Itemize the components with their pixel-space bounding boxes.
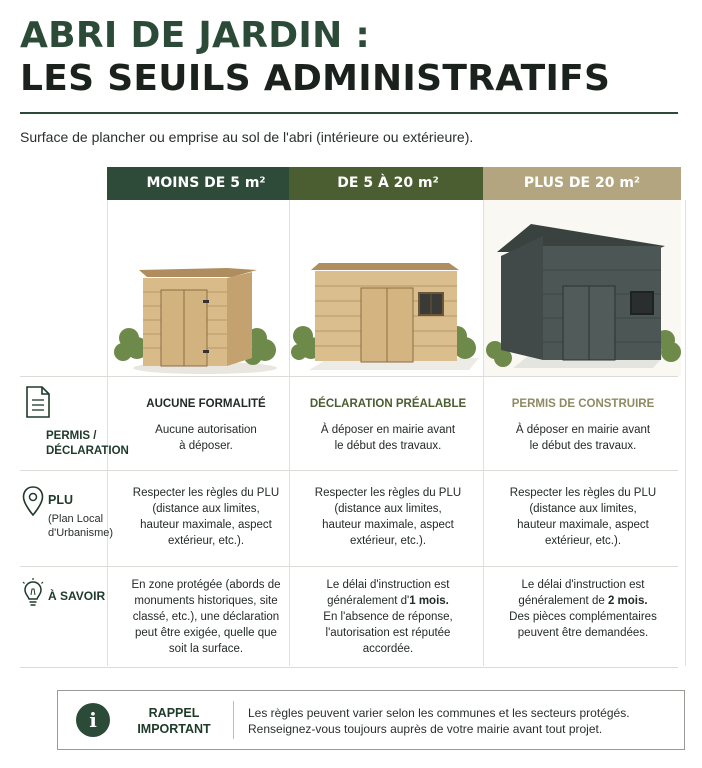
row-header-plu [20, 484, 114, 540]
cell-text: accordée. [362, 643, 414, 655]
cell-text: (distance aux limites, [529, 503, 637, 515]
page-title [20, 14, 610, 100]
shed-medium-illustration [289, 200, 487, 376]
cell-text: Respecter les règles du PLU [132, 487, 280, 499]
shed-large-illustration [483, 200, 681, 376]
row-header-permis [20, 386, 129, 459]
cell-plu-large [498, 485, 668, 549]
column-divider [685, 200, 686, 666]
row-divider [20, 470, 678, 471]
cell-text: l'autorisation est réputée [325, 627, 451, 639]
cell-text-emphasis: 2 mois. [607, 595, 648, 607]
title-line-1: ABRI DE JARDIN : [20, 15, 371, 56]
cell-heading: PERMIS DE CONSTRUIRE [511, 398, 655, 410]
column-header-large: PLUS DE 20 m² [483, 167, 681, 200]
row-sublabel: d'Urbanisme) [48, 527, 114, 539]
cell-text: à déposer. [179, 440, 233, 452]
cell-savoir-small [121, 577, 291, 657]
cell-text: le début des travaux. [334, 440, 442, 452]
cell-text: À déposer en mairie avant [320, 424, 456, 436]
reminder-text [248, 705, 630, 737]
subtitle: Surface de plancher ou emprise au sol de l'abri (intérieure ou extérieure). [20, 129, 474, 145]
cell-text: soit la surface. [168, 643, 244, 655]
cell-text: classé, etc.), une déclaration [132, 611, 280, 623]
cell-permis-medium [303, 396, 473, 454]
row-label-line-2: DÉCLARATION [46, 445, 129, 457]
cell-plu-small [121, 485, 291, 549]
row-sublabel: (Plan Local [48, 513, 104, 525]
cell-text-emphasis: 1 mois. [409, 595, 449, 607]
reminder-box [57, 690, 685, 750]
lightbulb-icon [20, 578, 46, 610]
cell-text [303, 593, 473, 609]
cell-text: Respecter les règles du PLU [509, 487, 657, 499]
cell-text: Le délai d'instruction est [521, 579, 645, 591]
cell-permis-small [121, 396, 291, 454]
cell-permis-large [498, 396, 668, 454]
location-pin-icon [22, 486, 44, 516]
cell-text [498, 593, 668, 609]
cell-text: hauteur maximale, aspect [322, 519, 454, 531]
row-label-line-1: PERMIS / [46, 430, 97, 442]
cell-text: extérieur, etc.). [544, 535, 622, 547]
cell-text: extérieur, etc.). [349, 535, 427, 547]
reminder-title-line: IMPORTANT [137, 722, 211, 736]
cell-heading: AUCUNE FORMALITÉ [146, 398, 266, 410]
column-divider [483, 200, 484, 666]
cell-text: peut être exigée, quelle que [135, 627, 277, 639]
cell-text: (distance aux limites, [334, 503, 442, 515]
cell-text: hauteur maximale, aspect [140, 519, 272, 531]
cell-text: peuvent être demandées. [517, 627, 649, 639]
reminder-title [124, 705, 224, 737]
cell-savoir-medium [303, 577, 473, 657]
info-icon: i [76, 703, 110, 737]
row-divider [20, 667, 678, 668]
cell-text: hauteur maximale, aspect [517, 519, 649, 531]
cell-text: À déposer en mairie avant [515, 424, 651, 436]
cell-plu-medium [303, 485, 473, 549]
cell-text: Le délai d'instruction est [326, 579, 450, 591]
title-divider [20, 112, 678, 114]
cell-savoir-large [498, 577, 668, 641]
cell-text: monuments historiques, site [134, 595, 278, 607]
cell-text: Des pièces complémentaires [509, 611, 657, 623]
title-line-2: LES SEUILS ADMINISTRATIFS [20, 58, 611, 99]
cell-text: (distance aux limites, [152, 503, 260, 515]
cell-text-part: généralement d' [327, 595, 410, 607]
cell-text: Aucune autorisation [155, 424, 257, 436]
row-divider [20, 376, 678, 377]
cell-text-part: généralement de [518, 595, 608, 607]
column-header-small: MOINS DE 5 m² [107, 167, 305, 200]
column-header-medium: DE 5 À 20 m² [289, 167, 487, 200]
reminder-divider [233, 701, 234, 739]
row-label: À SAVOIR [48, 589, 106, 603]
reminder-title-line: RAPPEL [148, 706, 200, 720]
cell-text: En l'absence de réponse, [323, 611, 453, 623]
cell-text: le début des travaux. [529, 440, 637, 452]
document-icon [24, 386, 52, 418]
reminder-text-line: Les règles peuvent varier selon les communes et les secteurs protégés. [248, 706, 630, 720]
row-label: PLU [48, 493, 73, 507]
cell-text: extérieur, etc.). [167, 535, 245, 547]
cell-heading: DÉCLARATION PRÉALABLE [309, 398, 467, 410]
cell-text: Respecter les règles du PLU [314, 487, 462, 499]
reminder-text-line: Renseignez-vous toujours auprès de votre mairie avant tout projet. [248, 722, 603, 736]
row-divider [20, 566, 678, 567]
shed-small-illustration [107, 200, 305, 376]
cell-text: En zone protégée (abords de [131, 579, 281, 591]
